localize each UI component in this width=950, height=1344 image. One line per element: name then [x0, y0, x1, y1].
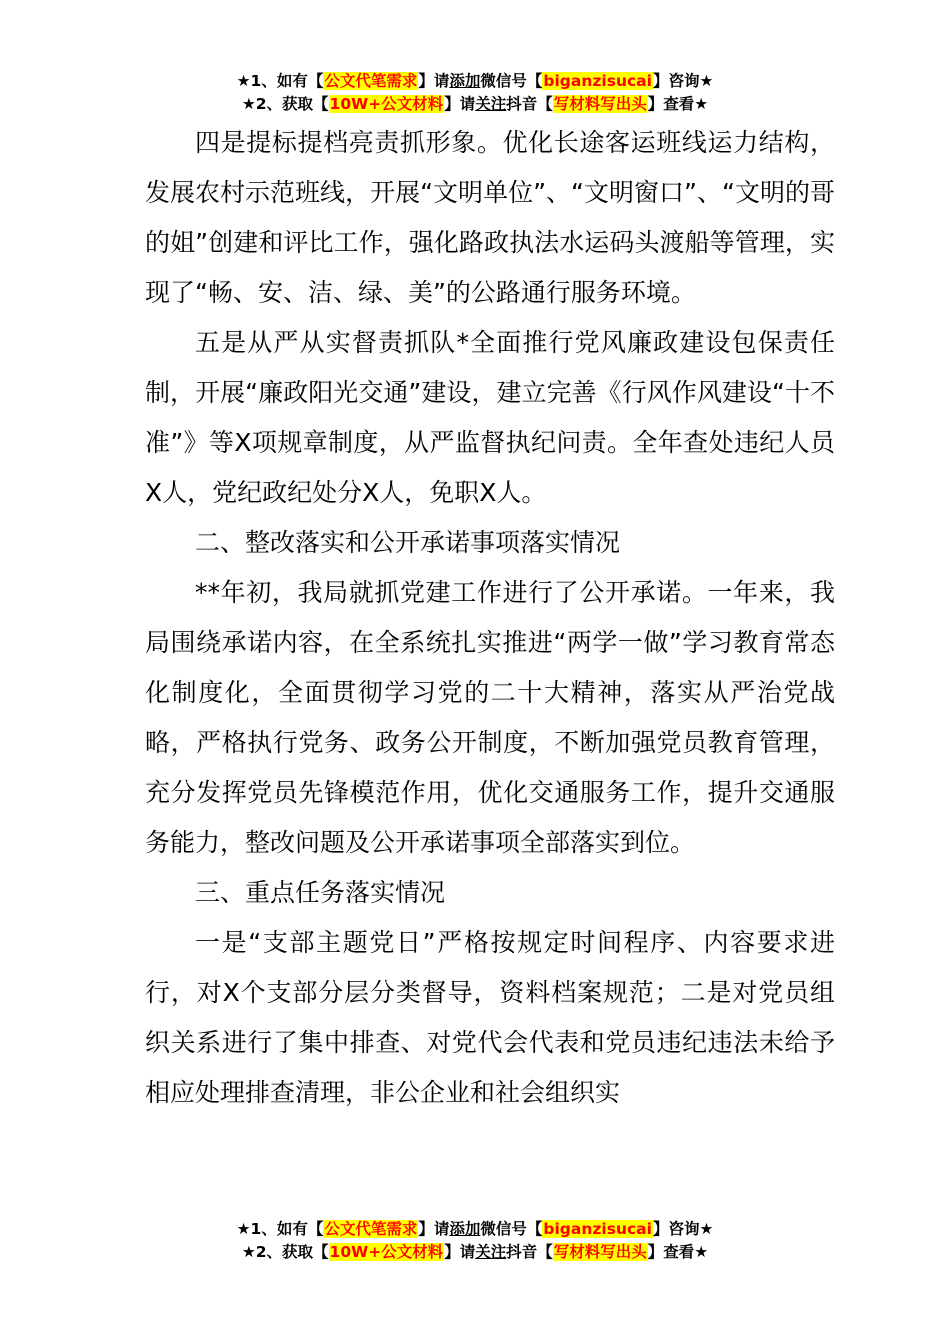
- banner-text: ★1、如有【: [236, 1220, 324, 1238]
- banner-underlined: 添加: [449, 1220, 481, 1238]
- banner-line-1: [0, 70, 950, 93]
- section-heading: 三、重点任务落实情况: [195, 878, 446, 907]
- banner-highlight: 写材料写出头: [553, 95, 647, 113]
- banner-text: 】查看★: [647, 1243, 709, 1261]
- banner-highlight: 10W+公文材料: [329, 1243, 444, 1261]
- banner-highlight: 公文代笔需求: [324, 72, 418, 90]
- section-heading: 二、整改落实和公开承诺事项落实情况: [195, 528, 621, 557]
- banner-text: 】请: [444, 95, 476, 113]
- banner-text: 微信号【: [480, 72, 543, 90]
- paragraph: 五是从严从实督责抓队*全面推行党风廉政建设包保责任制，开展“廉政阳光交通”建设，建立完善《行风作风建设“十不准”》等X项规章制度，从严监督执纪问责。全年查处违纪人员X人，党纪政纪处分X人，免职X人。: [145, 328, 835, 507]
- banner-text: 抖音【: [506, 1243, 553, 1261]
- banner-text: ★2、获取【: [241, 1243, 329, 1261]
- banner-highlight: biganzisucai: [543, 1220, 652, 1238]
- banner-text: 】查看★: [647, 95, 709, 113]
- banner-highlight: 10W+公文材料: [329, 95, 444, 113]
- paragraph: 一是“支部主题党日”严格按规定时间程序、内容要求进行，对X个支部分层分类督导，资料档案规范；二是对党员组织关系进行了集中排查、对党代会代表和党员违纪违法未给予相应处理排查清理，非公企业和社会组织实: [145, 928, 835, 1107]
- banner-highlight: 公文代笔需求: [324, 1220, 418, 1238]
- header-banner: [0, 70, 950, 116]
- banner-line-1: [0, 1218, 950, 1241]
- banner-highlight: 写材料写出头: [553, 1243, 647, 1261]
- banner-text: 】请: [418, 1220, 450, 1238]
- banner-text: ★2、获取【: [241, 95, 329, 113]
- banner-text: 】请: [444, 1243, 476, 1261]
- banner-underlined: 关注: [475, 1243, 507, 1261]
- banner-underlined: 关注: [475, 95, 507, 113]
- paragraph: 四是提标提档亮责抓形象。优化长途客运班线运力结构，发展农村示范班线，开展“文明单位”、“文明窗口”、“文明的哥的姐”创建和评比工作，强化路政执法水运码头渡船等管理，实现了“畅、安、洁、绿、美”的公路通行服务环境。: [145, 128, 835, 307]
- banner-text: 】请: [418, 72, 450, 90]
- banner-text: 微信号【: [480, 1220, 543, 1238]
- banner-underlined: 添加: [449, 72, 481, 90]
- banner-text: 】咨询★: [652, 72, 714, 90]
- banner-text: ★1、如有【: [236, 72, 324, 90]
- document-body: [145, 118, 835, 1118]
- paragraph: **年初，我局就抓党建工作进行了公开承诺。一年来，我局围绕承诺内容，在全系统扎实推进“两学一做”学习教育常态化制度化，全面贯彻学习党的二十大精神，落实从严治党战略，严格执行党务、政务公开制度，不断加强党员教育管理，充分发挥党员先锋模范作用，优化交通服务工作，提升交通服务能力，整改问题及公开承诺事项全部落实到位。: [145, 578, 835, 857]
- banner-line-2: [0, 93, 950, 116]
- footer-banner: [0, 1218, 950, 1264]
- banner-highlight: biganzisucai: [543, 72, 652, 90]
- banner-line-2: [0, 1241, 950, 1264]
- banner-text: 】咨询★: [652, 1220, 714, 1238]
- banner-text: 抖音【: [506, 95, 553, 113]
